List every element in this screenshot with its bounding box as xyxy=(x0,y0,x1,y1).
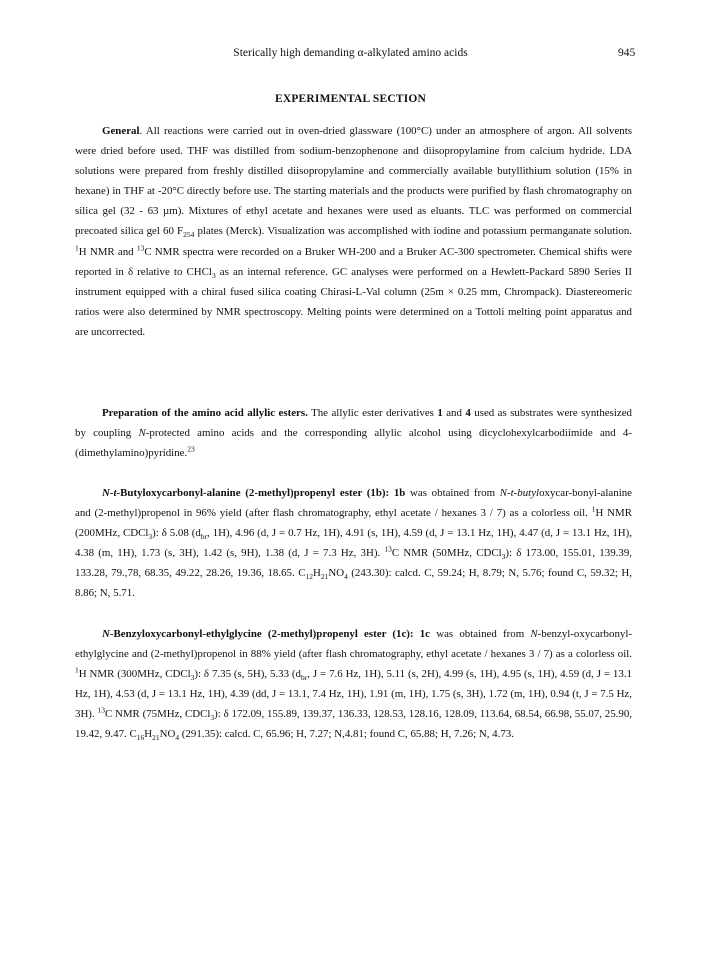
compound-1c-label: N-Benzyloxycarbonyl-ethylglycine (2-methyl)propenyl ester (1c): 1c xyxy=(102,628,431,640)
running-head xyxy=(0,47,701,63)
section-heading: EXPERIMENTAL SECTION xyxy=(274,93,427,105)
running-title: Sterically high demanding α-alkylated amino acids xyxy=(233,47,468,59)
page-number: 945 xyxy=(618,47,636,59)
paragraph-preparation: Preparation of the amino acid allylic esters. The allylic ester derivatives 1 and 4 used as substrates were synthesized by coupling N-protected amino acids and the corresponding allylic alcohol using dicyclohexylcarbodiimide and 4-(dimethylamino)pyridine.$^{23}$ xyxy=(75,407,632,460)
paragraph-general: General. All reactions were carried out in oven-dried glassware (100°C) under an atmosphere of argon. All solvents were dried before used. THF was distilled from sodium-benzophenone and diisopropylamine from calcium hydride. LDA solutions were prepared from freshly distilled diisopropylamine and commercially available butyllithium solution (15% in hexane) in THF at -20°C directly before use. The starting materials and the products were purified by flash chromatography on silica gel (32 - 63 µm). Mixtures of ethyl acetate and hexanes were used as eluants. TLC was performed on commercial precoated silica gel 60 $F_{254}$ plates (Merck). Visualization was accomplished with iodine and potassium permanganate solution. $^1$H NMR and $^{13}$C NMR spectra were recorded on a Bruker WH-200 and a Bruker AC-300 spectrometer. Chemical shifts were reported in δ relative to CHCl$_3$ as an internal reference. GC analyses were performed on a Hewlett-Packard 5890 Series II instrument equipped with a chiral fused silica coating Chirasi-L-Val column (25m × 0.25 mm, Chrompack). Diastereomeric ratios were also determined by NMR spectroscopy. Melting points were determined on a Tottoli melting point apparatus and are uncorrected. xyxy=(75,125,632,338)
paragraph-compound-1c: N-Benzyloxycarbonyl-ethylglycine (2-methyl)propenyl ester (1c): 1c was obtained from N-benzyl-oxycarbonyl-ethylglycine and (2-methyl)propenol in 88% yield (after flash chromatography, ethyl acetate / hexanes 3 / 7) as a colorless oil. $^1$H NMR (300MHz, CDCl$_3$): δ 7.35 (s, 5H), 5.33 ($d_{br}$, J = 7.6 Hz, 1H), 5.11 (s, 2H), 4.99 (s, 1H), 4.95 (s, 1H), 4.59 (d, J = 13.1 Hz, 1H), 4.53 (d, J = 13.1 Hz, 1H), 4.39 (dd, J = 13.1, 7.4 Hz, 1H), 1.91 (m, 1H), 1.75 (s, 3H), 1.72 (m, 1H), 0.94 (t, J = 7.5 Hz, 3H). $^{13}$C NMR (75MHz, CDCl$_3$): δ 172.09, 155.89, 139.37, 136.33, 128.53, 128.16, 128.09, 113.64, 68.54, 66.98, 55.07, 25.90, 19.42, 9.47. $C_{16}H_{21}NO_4$ (291.35): calcd. C, 65.96; H, 7.27; N,4.81; found C, 65.88; H, 7.26; N, 4.73. xyxy=(75,628,632,743)
compound-1b-label: N-t-Butyloxycarbonyl-alanine (2-methyl)propenyl ester (1b): 1b xyxy=(102,487,406,499)
general-label: General xyxy=(102,125,140,137)
paragraph-compound-1b: N-t-Butyloxycarbonyl-alanine (2-methyl)propenyl ester (1b): 1b was obtained from N-t-butyloxycar-bonyl-alanine and (2-methyl)propenol in 96% yield (after flash chromatography, ethyl acetate / hexanes 3 / 7) as a colorless oil. $^1$H NMR (200MHz, CDCl$_3$): δ 5.08 ($d_{br}$, 1H), 4.96 (d, J = 0.7 Hz, 1H), 4.91 (s, 1H), 4.59 (d, J = 13.1 Hz, 1H), 4.47 (d, J = 13.1 Hz, 1H), 4.38 (m, 1H), 1.73 (s, 3H), 1.42 (s, 9H), 1.38 (d, J = 7.3 Hz, 3H). $^{13}$C NMR (50MHz, CDCl$_3$): δ 173.00, 155.01, 139.39, 133.28, 79.,78, 68.35, 49.22, 28.26, 19.36, 18.65. $C_{12}H_{21}NO_4$ (243.30): calcd. C, 59.24; H, 8.79; N, 5.76; found C, 59.32; H, 8.86; N, 5.71. xyxy=(75,487,632,600)
citation-23: 23 xyxy=(187,444,195,454)
preparation-label: Preparation of the amino acid allylic esters. xyxy=(102,407,308,419)
